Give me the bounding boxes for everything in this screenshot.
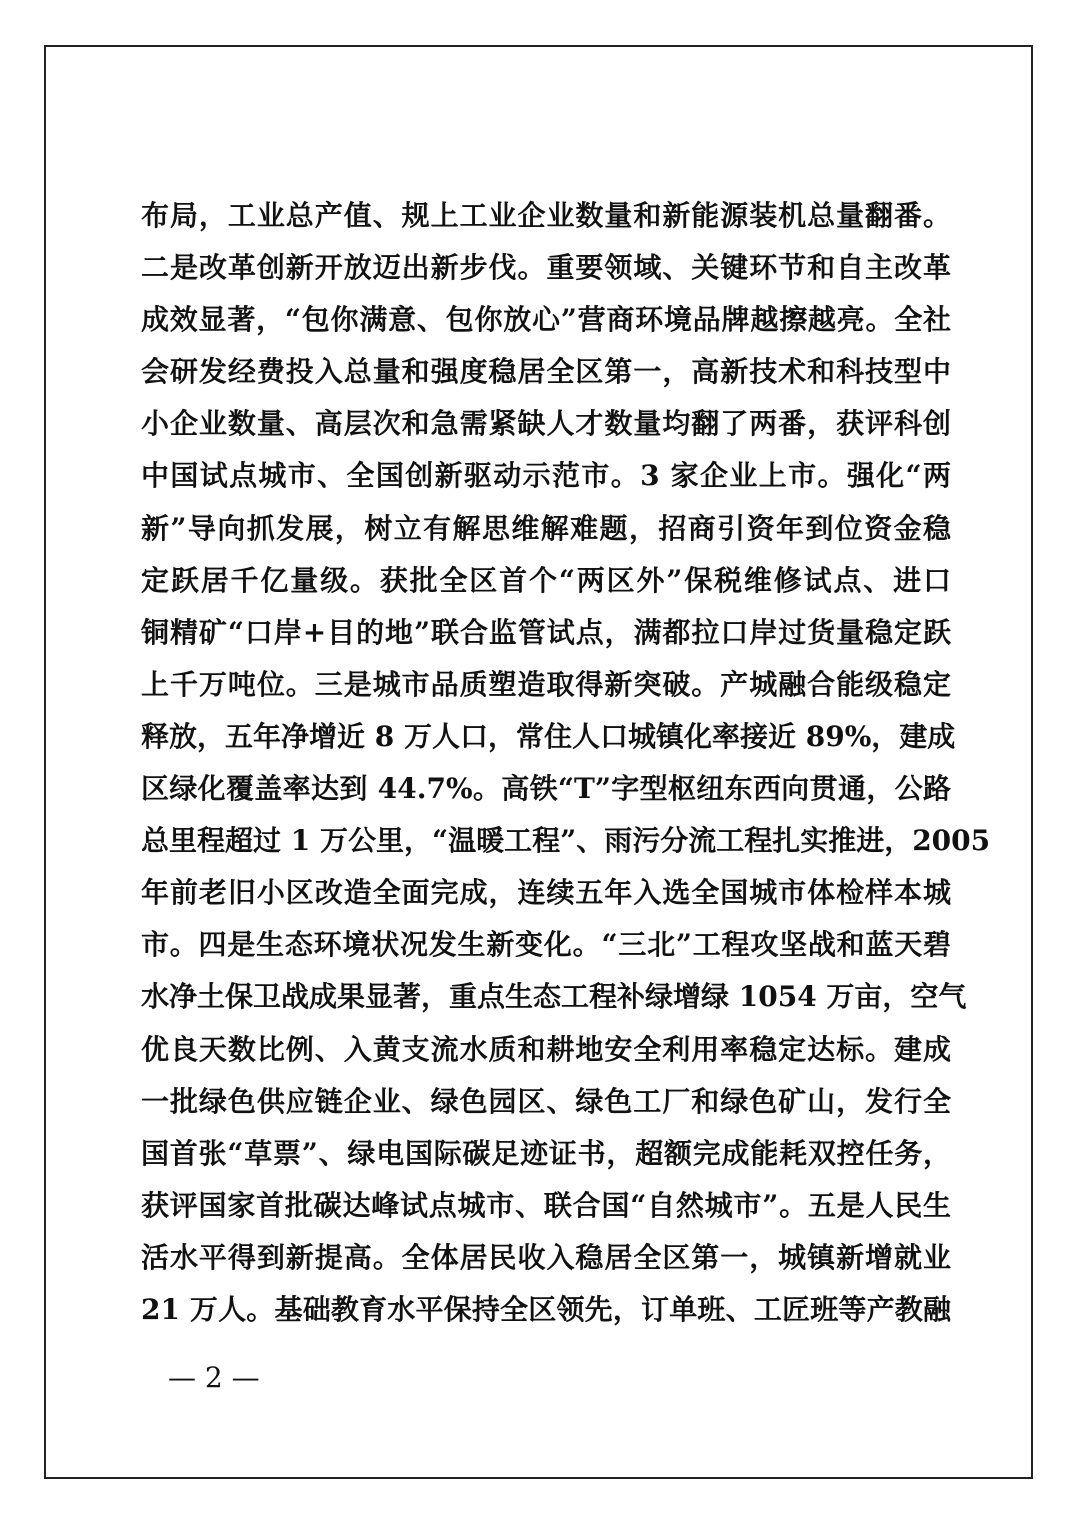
text-line: 一批绿色供应链企业、绿色园区、绿色工厂和绿色矿山，发行全 <box>141 1084 951 1118</box>
text-line: 优良天数比例、入黄支流水质和耕地安全利用率稳定达标。建成 <box>141 1032 951 1066</box>
text-line: 区绿化覆盖率达到 44.7%。高铁“T”字型枢纽东西向贯通，公路 <box>141 772 951 806</box>
text-line: 定跃居千亿量级。获批全区首个“两区外”保税维修试点、进口 <box>141 563 951 597</box>
text-line: 会研发经费投入总量和强度稳居全区第一，高新技术和科技型中 <box>141 355 951 389</box>
text-line: 国首张“草票”、绿电国际碳足迹证书，超额完成能耗双控任务， <box>141 1136 951 1170</box>
text-line: 21 万人。基础教育水平保持全区领先，订单班、工匠班等产教融 <box>141 1292 951 1326</box>
text-line: 总里程超过 1 万公里，“温暖工程”、雨污分流工程扎实推进，2005 <box>141 824 991 858</box>
text-line: 小企业数量、高层次和急需紧缺人才数量均翻了两番，获评科创 <box>141 407 951 441</box>
body-text <box>141 190 991 1336</box>
text-line: 活水平得到新提高。全体居民收入稳居全区第一，城镇新增就业 <box>141 1240 951 1274</box>
text-line: 释放，五年净增近 8 万人口，常住人口城镇化率接近 89%，建成 <box>141 719 956 753</box>
text-line: 布局，工业总产值、规上工业企业数量和新能源装机总量翻番。 <box>141 199 951 232</box>
text-line: 年前老旧小区改造全面完成，连续五年入选全国城市体检样本城 <box>141 876 951 910</box>
text-line: 二是改革创新开放迈出新步伐。重要领域、关键环节和自主改革 <box>141 251 951 285</box>
page-number: — 2 — <box>168 1361 260 1394</box>
text-line: 上千万吨位。三是城市品质塑造取得新突破。产城融合能级稳定 <box>141 667 951 701</box>
text-line: 成效显著，“包你满意、包你放心”营商环境品牌越擦越亮。全社 <box>141 303 951 337</box>
text-line: 获评国家首批碳达峰试点城市、联合国“自然城市”。五是人民生 <box>141 1188 951 1222</box>
text-line: 市。四是生态环境状况发生新变化。“三北”工程攻坚战和蓝天碧 <box>141 928 951 962</box>
text-line: 新”导向抓发展，树立有解思维解难题，招商引资年到位资金稳 <box>141 511 951 545</box>
text-line: 水净土保卫战成果显著，重点生态工程补绿增绿 1054 万亩，空气 <box>141 980 967 1014</box>
text-line: 铜精矿“口岸+目的地”联合监管试点，满都拉口岸过货量稳定跃 <box>141 615 951 649</box>
text-line: 中国试点城市、全国创新驱动示范市。3 家企业上市。强化“两 <box>141 459 951 493</box>
